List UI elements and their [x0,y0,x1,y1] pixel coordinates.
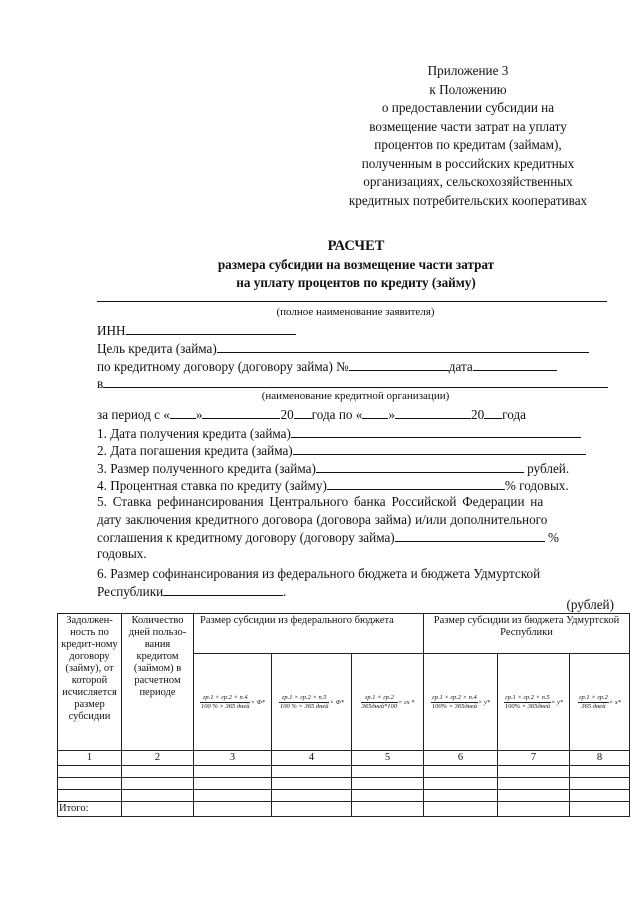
formula-numerator: гр.1 × гр.2 × п.4 [200,694,250,703]
table-cell[interactable] [272,802,352,817]
formula-denominator: 365 дней [581,702,606,710]
formula-denominator: 100% × 365дней [431,702,478,710]
item-5-percent: % [548,530,559,545]
formula-col-6 [424,654,498,751]
purpose-label: Цель кредита (займа) [97,341,217,356]
item-5-line-1: 5. Ставка рефинансирования Центрального банка Российской Федерации на [97,494,544,509]
purpose-field[interactable] [217,340,589,353]
formula-col-4 [272,654,352,751]
contract-number-field[interactable] [349,358,449,371]
in-label: в [97,376,104,391]
formula-multiplier: × Ф* [250,698,265,706]
title-subtitle-2: на уплату процентов по кредиту (займу) [236,275,476,290]
column-number: 3 [194,751,272,766]
table-cell[interactable] [424,778,498,790]
period-to-month-field[interactable] [395,406,471,419]
item-3-unit: рублей. [527,461,570,476]
item-6-field[interactable] [163,583,283,596]
calculation-table [57,613,630,817]
header-days: Количество дней пользо-вания кредитом (займом) в расчетном периоде [122,614,194,751]
table-cell[interactable] [570,766,630,778]
column-number: 6 [424,751,498,766]
table-cell[interactable] [424,790,498,802]
appendix-line: возмещение части затрат на уплату [369,118,567,134]
appendix-header [318,62,618,210]
item-2-row [97,442,614,459]
item-5-label: соглашения к кредитному договору (договору займа) [97,530,395,545]
table-cell[interactable] [498,790,570,802]
formula-multiplier: × у* [551,698,564,706]
formula-numerator: гр.1 × гр.2 × п.5 [279,694,329,703]
column-number: 2 [122,751,194,766]
column-number-row [58,751,630,766]
inn-label: ИНН [97,323,126,338]
formula-multiplier: × гх * [398,698,415,706]
formula-numerator: гр.1 × гр.2 [361,694,398,703]
item-5-line-3 [97,529,614,546]
item-4-label: 4. Процентная ставка по кредиту (займу) [97,478,327,493]
rubles-label: (рублей) [566,597,614,612]
item-1-label: 1. Дата получения кредита (займа) [97,426,291,441]
period-to-year-field[interactable] [484,406,502,419]
column-number: 7 [498,751,570,766]
table-cell[interactable] [570,778,630,790]
formula-col-5 [352,654,424,751]
year-prefix: 20 [280,407,294,422]
table-cell[interactable] [58,766,122,778]
appendix-line: процентов по кредитам (займам), [374,137,562,152]
table-cell[interactable] [352,790,424,802]
appendix-line: полученным в российских кредитных [361,155,575,171]
title-main: РАСЧЕТ [327,238,385,254]
appendix-line: кредитных потребительских кооперативах [348,192,588,208]
period-row [97,406,614,423]
formula-numerator: гр.1 × гр.2 [578,693,608,701]
year-prefix: 20 [470,407,485,422]
formula-denominator: 100% × 365дней [504,702,551,710]
header-federal: Размер субсидии из федерального бюджета [194,614,424,654]
item-3-label: 3. Размер полученного кредита (займа) [97,461,316,476]
table-cell[interactable] [498,766,570,778]
table-cell[interactable] [570,790,630,802]
appendix-line: о предоставлении субсидии на [381,100,555,115]
period-from-year-field[interactable] [294,406,312,419]
item-3-field[interactable] [316,460,524,473]
table-row [58,778,630,790]
table-cell[interactable] [424,766,498,778]
appendix-line: организациях, сельскохозяйственных [363,174,573,189]
table-cell[interactable] [122,802,194,817]
bank-name-field[interactable] [103,375,608,388]
column-number: 8 [570,751,630,766]
period-from-label: за период с « [97,407,170,422]
table-cell[interactable] [122,790,194,802]
table-row [58,766,630,778]
item-1-field[interactable] [291,425,581,438]
item-6-period: . [283,584,287,599]
item-6-line-1: 6. Размер софинансирования из федерального бюджета и бюджета Удмуртской [97,566,541,581]
table-cell[interactable] [352,802,424,817]
total-label: Итого: [58,802,122,817]
formula-numerator: гр.1 × гр.2 × п.5 [505,693,550,701]
quote-close: » [388,407,395,422]
header-regional: Размер субсидии из бюджета Удмуртской Республики [424,614,630,654]
table-cell[interactable] [424,802,498,817]
inn-field[interactable] [126,322,296,335]
item-5-field[interactable] [395,529,545,542]
inn-row [97,322,614,339]
date-label: дата [448,359,473,374]
formula-multiplier: × у* [478,698,491,706]
item-4-row [97,477,614,494]
table-cell[interactable] [194,766,272,778]
item-1-row [97,425,614,442]
item-6-label: Республики [97,584,164,599]
item-2-field[interactable] [293,442,586,455]
item-2-label: 2. Дата погашения кредита (займа) [97,443,293,458]
appendix-line: Приложение 3 [427,63,509,78]
table-cell[interactable] [194,802,272,817]
formula-col-8 [570,654,630,751]
formula-denominator: 365дней*100 [361,702,398,710]
applicant-hint: (полное наименование заявителя) [276,306,435,318]
column-number: 4 [272,751,352,766]
header-debt: Задолжен-ность по кредит-ному договору (займу), от которой исчисляется размер субсидии [58,614,122,751]
table-row [58,790,630,802]
formula-multiplier: × Ф* [329,698,344,706]
table-cell[interactable] [352,766,424,778]
period-from-day-field[interactable] [170,406,196,419]
total-row [58,802,630,817]
item-3-row [97,460,614,477]
title-subtitle-1: размера субсидии на возмещение части затрат [217,257,495,272]
contract-label: по кредитному договору (договору займа) № [97,359,349,374]
table-cell[interactable] [498,778,570,790]
item-5-line-4: годовых. [97,546,147,561]
year-word: года [502,407,527,422]
item-4-field[interactable] [327,477,505,490]
period-to-day-field[interactable] [362,406,388,419]
purpose-row [97,340,614,357]
table-cell[interactable] [194,790,272,802]
quote-close: » [195,407,203,422]
bank-hint: (наименование кредитной организации) [261,390,450,402]
column-number: 5 [352,751,424,766]
formula-multiplier: × х* [608,698,622,706]
table-cell[interactable] [272,790,352,802]
table-cell[interactable] [122,778,194,790]
table-cell[interactable] [194,778,272,790]
table-cell[interactable] [272,766,352,778]
formula-col-3 [194,654,272,751]
table-cell[interactable] [352,778,424,790]
table-cell[interactable] [58,778,122,790]
contract-row [97,358,614,375]
table-cell[interactable] [498,802,570,817]
contract-date-field[interactable] [473,358,557,371]
period-to-label: года по « [311,407,363,422]
table-cell[interactable] [272,778,352,790]
item-4-unit: % годовых. [504,478,569,493]
formula-denominator: 100 % × 365 дней [201,702,250,710]
formula-denominator: 100 % × 365 дней [280,702,329,710]
formula-numerator: гр.1 × гр.2 × п.4 [432,693,477,701]
column-number: 1 [58,751,122,766]
table-cell[interactable] [58,790,122,802]
applicant-name-field[interactable] [97,301,607,302]
document-title [96,237,616,292]
formula-col-7 [498,654,570,751]
table-cell[interactable] [122,766,194,778]
appendix-line: к Положению [429,81,507,97]
table-cell[interactable] [570,802,630,817]
item-5-line-2: дату заключения кредитного договора (договора займа) и/или дополнительного [97,512,548,527]
period-from-month-field[interactable] [202,406,280,419]
